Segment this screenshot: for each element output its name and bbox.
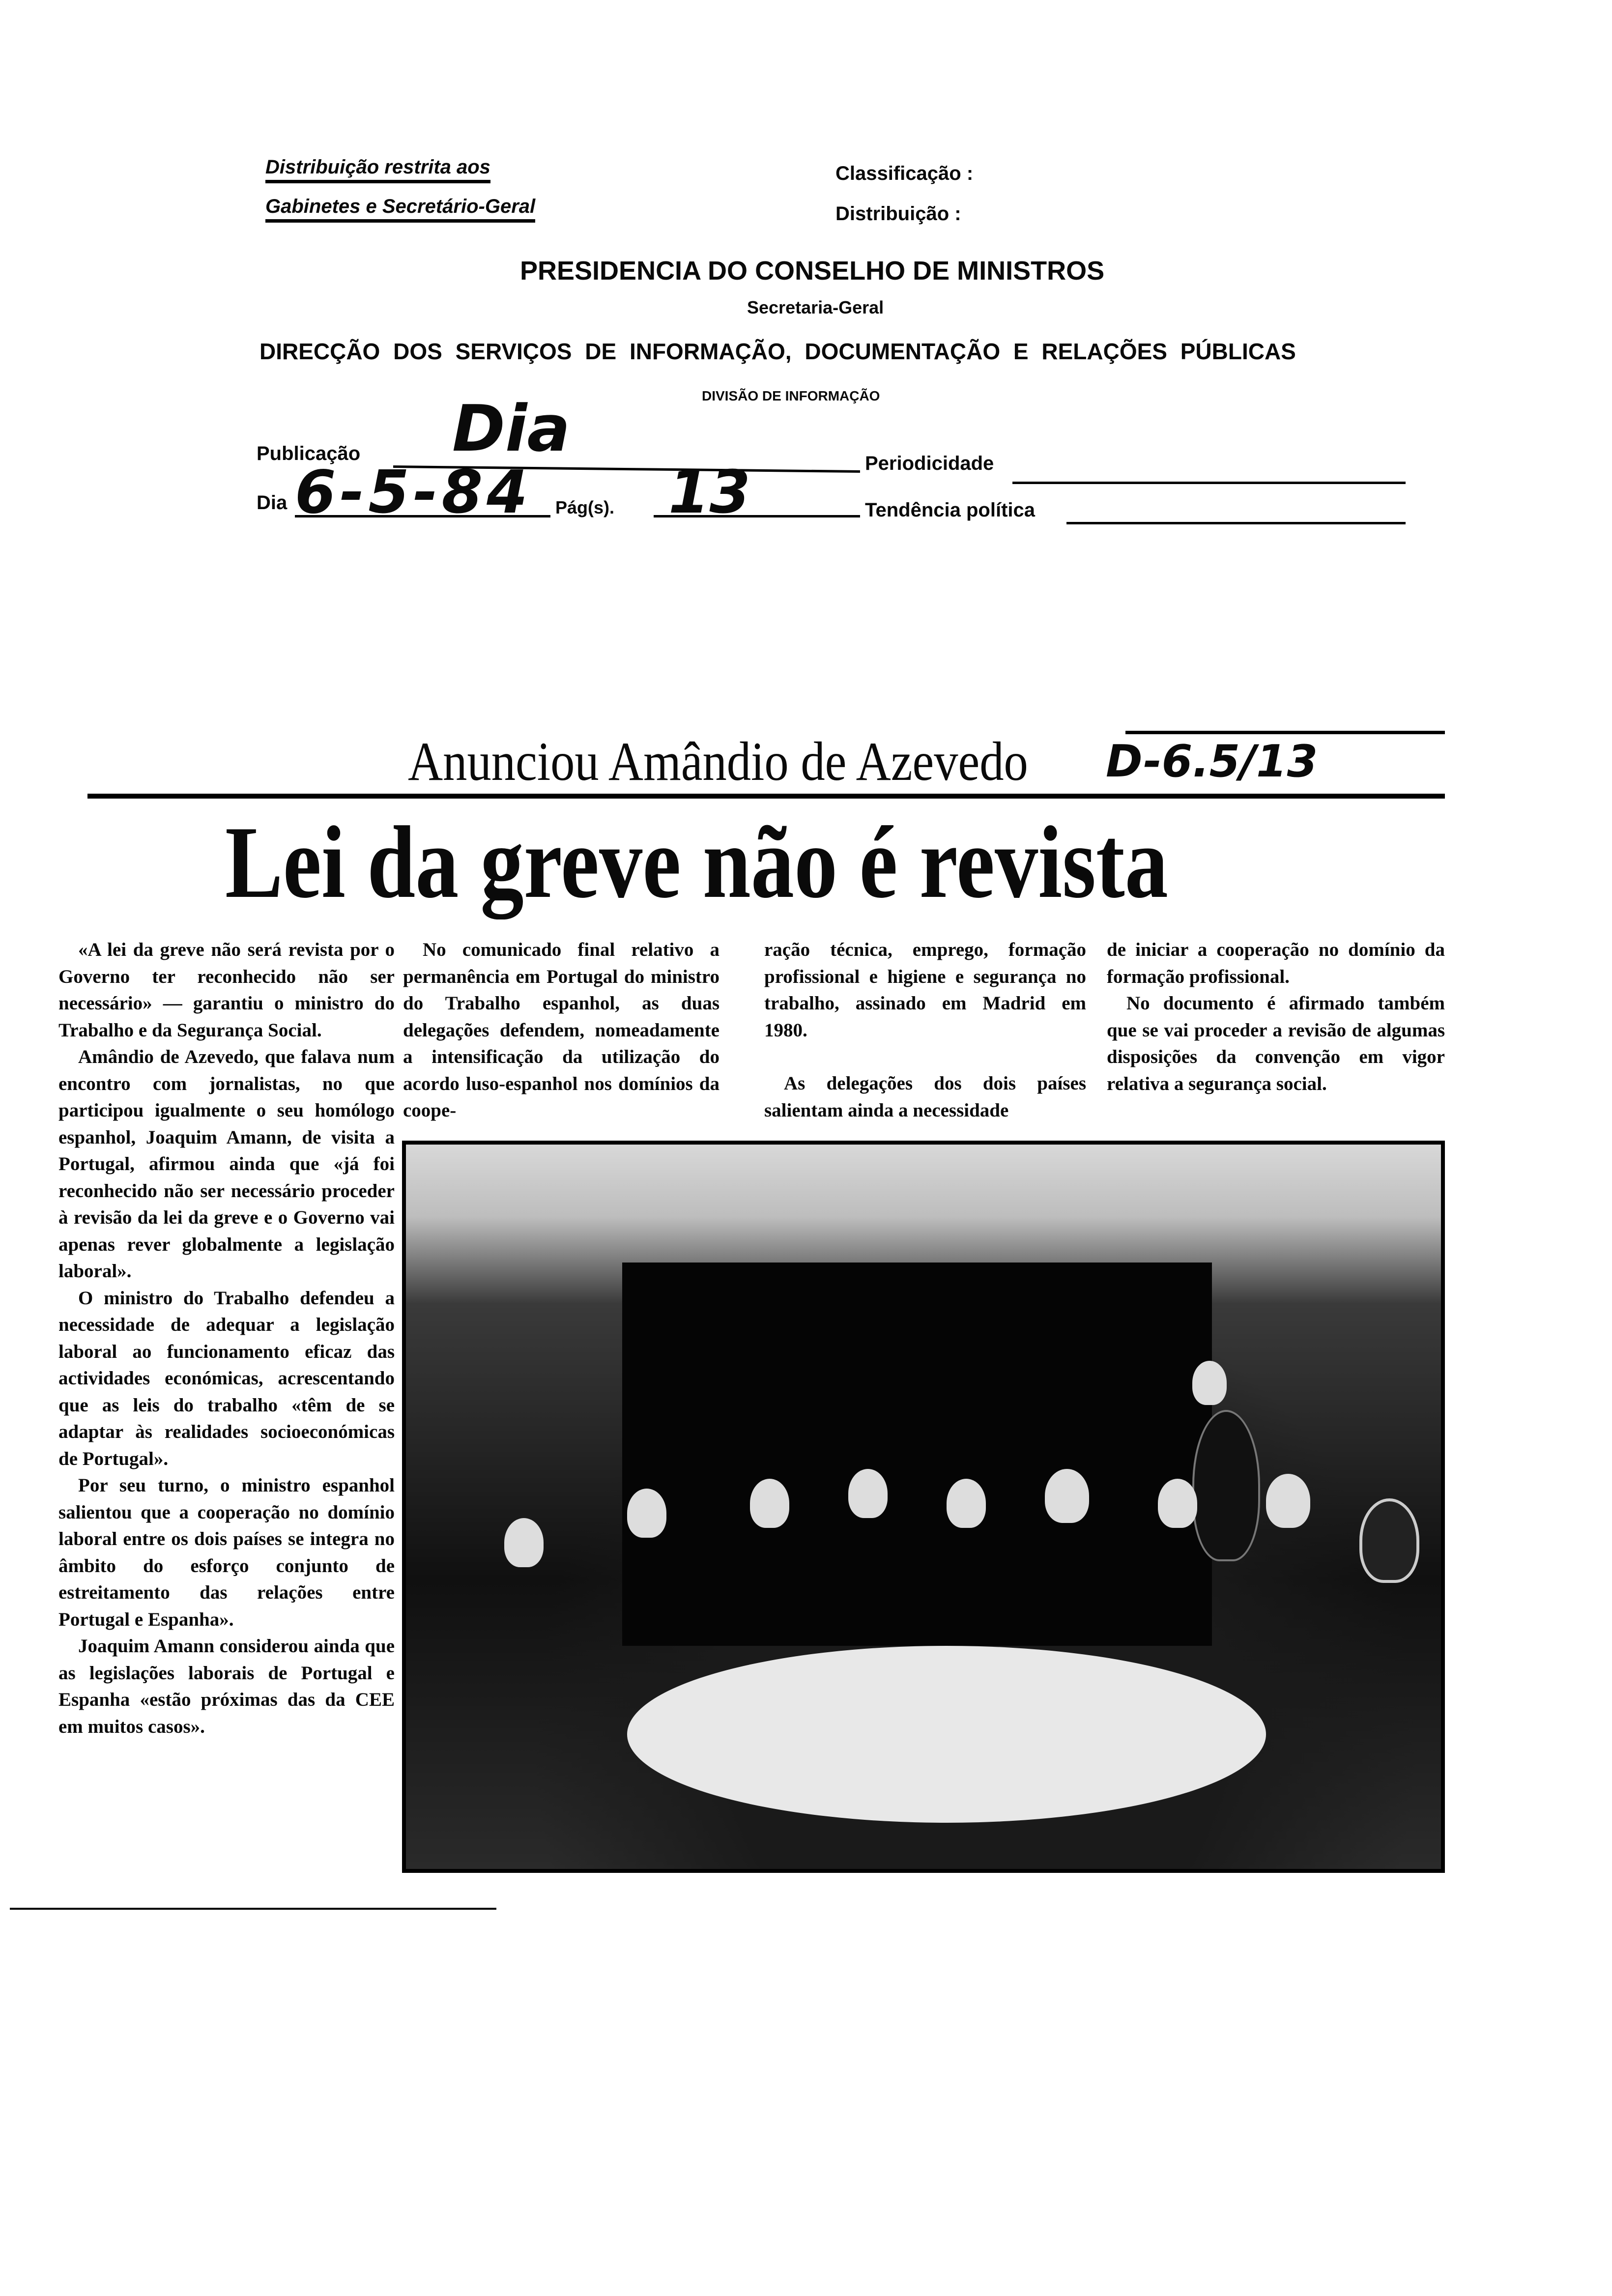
restricted-line1-text: Distribuição restrita aos [265, 156, 490, 183]
pages-value: 13 [668, 459, 750, 527]
kicker-text: Anunciou Amândio de Azevedo [408, 731, 1028, 792]
article-column-3 [764, 937, 1086, 1124]
restricted-distribution-line2 [265, 196, 535, 218]
paragraph: No comunicado final relativo a permanência em Portugal do ministro do Trabalho espanhol, as duas delegações defendem, nomeadamente a intensificação da utilização do acordo luso-espanhol nos domínios da coope- [403, 939, 720, 1121]
restricted-distribution-line1 [265, 156, 490, 178]
photo-person [848, 1469, 888, 1518]
paragraph: Por seu turno, o ministro espanhol salientou que a cooperação no domínio laboral entre os dois países se integra no âmbito do esforço conjunto de estreitamento das relações entre Portugal e Espanha». [58, 1475, 395, 1630]
paragraph: No documento é afirmado também que se vai proceder a revisão de algumas disposições da convenção em vigor relativa a segurança social. [1107, 993, 1445, 1094]
publication-value: Dia [452, 391, 571, 466]
sub-org: Secretaria-Geral [747, 297, 884, 317]
article-kicker [408, 732, 1113, 791]
tendency-label: Tendência política [865, 499, 1035, 521]
bottom-rule [10, 1908, 496, 1910]
restricted-line2-text: Gabinetes e Secretário-Geral [265, 196, 535, 223]
photo-person [1359, 1498, 1419, 1583]
photo-person [1158, 1479, 1197, 1528]
paragraph: As delegações dos dois países salientam ainda a necessidade [764, 1073, 1086, 1121]
distribution-label: Distribuição : [835, 203, 961, 225]
headline-text: Lei da greve não é revista [225, 805, 1168, 919]
photo-table [627, 1646, 1266, 1823]
org-title: PRESIDENCIA DO CONSELHO DE MINISTROS [520, 256, 1105, 286]
paragraph: O ministro do Trabalho defendeu a necessidade de adequar a legislação laboral ao funcionamento eficaz das actividades económicas, acrescentando que as leis do trabalho «têm de se adaptar às realidades socioeconómicas de Portugal». [58, 1287, 395, 1469]
handwritten-note: D-6.5/13 [1106, 736, 1318, 787]
photo-person [1192, 1410, 1260, 1561]
photo-person [947, 1479, 986, 1528]
day-label: Dia [257, 492, 288, 514]
photo-person [627, 1489, 666, 1538]
article-headline [225, 806, 1348, 919]
paragraph: «A lei da greve não será revista por o Governo ter reconhecido não ser necessário» — garantiu o ministro do Trabalho e da Segurança Social. [58, 939, 395, 1041]
directorate: DIRECÇÃO DOS SERVIÇOS DE INFORMAÇÃO, DOCUMENTAÇÃO E RELAÇÕES PÚBLICAS [259, 339, 1296, 364]
division: DIVISÃO DE INFORMAÇÃO [702, 388, 880, 403]
meeting-photo [402, 1141, 1445, 1873]
periodicity-underline [1012, 482, 1406, 484]
paragraph: Amândio de Azevedo, que falava num encontro com jornalistas, no que participou igualmente o seu homólogo espanhol, Joaquim Amann, de visita a Portugal, afirmou ainda que «já foi reconhecido não ser necessário proceder à revisão da lei da greve e o Governo vai apenas rever globalmente a legislação laboral». [58, 1046, 395, 1282]
tendency-underline [1066, 522, 1406, 524]
day-value: 6-5-84 [295, 459, 532, 527]
publication-label: Publicação [257, 443, 361, 464]
article-column-2 [403, 937, 720, 1124]
photo-person [504, 1518, 544, 1567]
photo-person [750, 1479, 789, 1528]
paragraph: de iniciar a cooperação no domínio da formação profissional. [1107, 939, 1445, 987]
photo-window [622, 1263, 1212, 1646]
classification-label: Classificação : [835, 163, 974, 184]
pages-label: Pág(s). [555, 497, 615, 517]
top-rule [1125, 731, 1445, 734]
photo-person [1192, 1361, 1227, 1405]
photo-person [1266, 1474, 1310, 1528]
article-column-1 [58, 937, 395, 1740]
paragraph: Joaquim Amann considerou ainda que as legislações laborais de Portugal e Espanha «estão próximas das da CEE em muitos casos». [58, 1636, 395, 1737]
photo-person [1045, 1469, 1089, 1523]
paragraph: ração técnica, emprego, formação profissional e higiene e segurança no trabalho, assinado em Madrid em 1980. [764, 939, 1086, 1041]
kicker-rule [87, 794, 1445, 799]
periodicity-label: Periodicidade [865, 453, 994, 474]
article-column-4 [1107, 937, 1445, 1097]
